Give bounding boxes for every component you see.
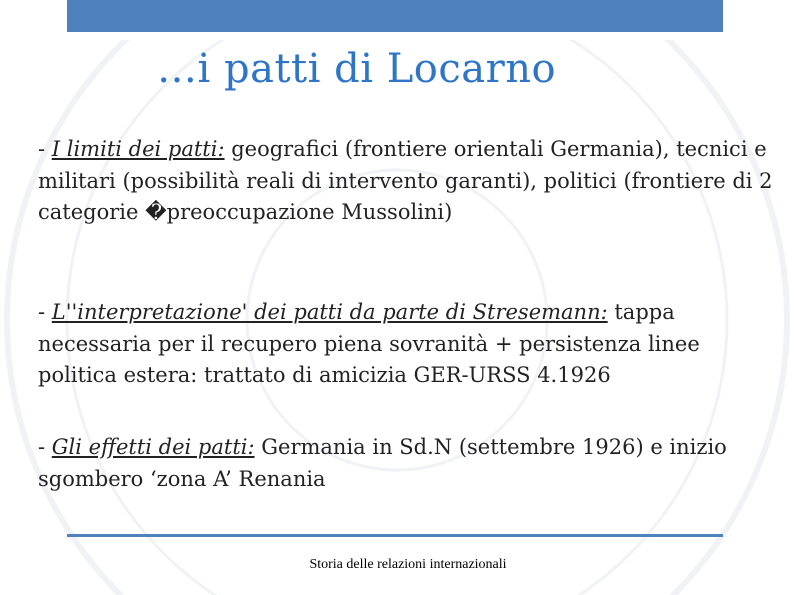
paragraph-text-after: preoccupazione Mussolini) [166, 200, 453, 224]
paragraph-effetti [38, 432, 773, 495]
paragraph-heading: I limiti dei patti: [51, 137, 225, 161]
footer-divider [67, 534, 723, 537]
paragraph-text: Germania in Sd.N (settembre 1926) e inizio sgombero ‘zona A’ Renania [38, 435, 727, 491]
paragraph-text: tappa necessaria per il recupero piena sovranità + persistenza linee politica estera: trattato di amicizia GER-URSS 4.1926 [38, 300, 700, 387]
top-accent-bar [67, 0, 723, 32]
paragraph-limiti [38, 134, 773, 229]
slide-body [38, 134, 773, 491]
missing-glyph-symbol: � [145, 200, 167, 224]
slide-footer [0, 557, 794, 573]
paragraph-heading: L''interpretazione' dei patti da parte di Stresemann: [51, 300, 608, 324]
bullet-dash: - [38, 435, 52, 459]
footer-text: Storia delle relazioni internazionali [309, 557, 507, 572]
bullet-dash: - [38, 300, 52, 324]
slide-title: …i patti di Locarno [157, 46, 557, 92]
paragraph-interpretazione [38, 297, 773, 392]
bullet-dash: - [38, 137, 52, 161]
paragraph-heading: Gli effetti dei patti: [51, 435, 255, 459]
paragraph-text: geografici (frontiere orientali Germania), tecnici e militari (possibilità reali di intervento garanti), politici (frontiere di 2 categorie [38, 137, 773, 224]
